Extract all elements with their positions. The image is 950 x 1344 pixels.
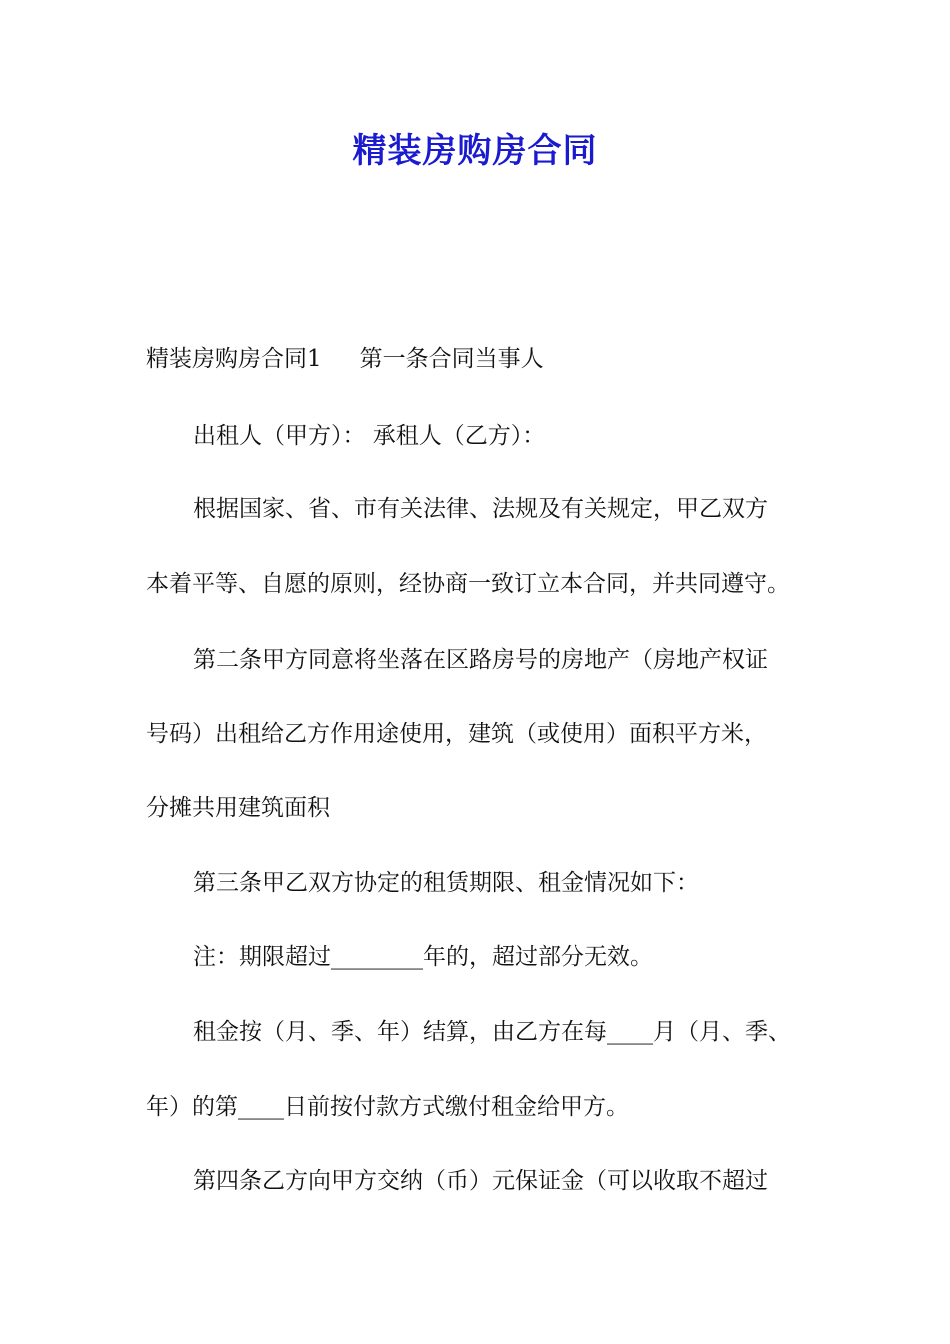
text-line-5: 第二条甲方同意将坐落在区路房号的房地产（房地产权证 [193,647,768,673]
text-line-9: 注：期限超过________年的，超过部分无效。 [193,944,653,970]
text-line-4: 本着平等、自愿的原则，经协商一致订立本合同，并共同遵守。 [146,571,790,597]
text-line-11: 年）的第____日前按付款方式缴付租金给甲方。 [146,1094,629,1120]
text-line-6: 号码）出租给乙方作用途使用，建筑（或使用）面积平方米， [146,721,767,747]
text-line-8: 第三条甲乙双方协定的租赁期限、租金情况如下： [193,870,699,896]
text-line-10: 租金按（月、季、年）结算，由乙方在每____月（月、季、 [193,1019,791,1045]
section-heading: 精装房购房合同1 [146,346,322,372]
text-line-12: 第四条乙方向甲方交纳（币）元保证金（可以收取不超过 [193,1168,768,1194]
document-title: 精装房购房合同 [352,131,598,171]
article-heading: 第一条合同当事人 [359,346,544,372]
text-line-1 [146,342,846,376]
text-line-3: 根据国家、省、市有关法律、法规及有关规定，甲乙双方 [193,496,768,522]
text-line-7: 分摊共用建筑面积 [146,795,330,821]
text-line-2: 出租人（甲方）： 承租人（乙方）： [193,423,546,449]
